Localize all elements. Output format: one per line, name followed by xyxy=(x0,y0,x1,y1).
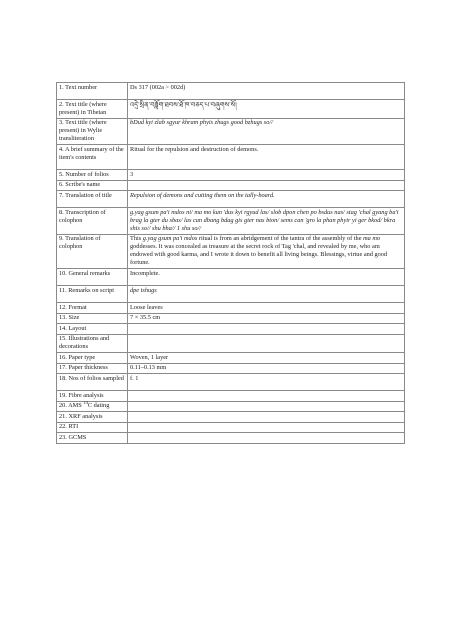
folio-count-value: 3 xyxy=(128,170,405,181)
table-row xyxy=(57,118,405,145)
field-label: 9. Translation of colophon xyxy=(57,234,128,269)
table-row xyxy=(57,191,405,208)
table-row xyxy=(57,433,405,444)
field-label: 5. Number of folios xyxy=(57,170,128,181)
field-label: 1. Text number xyxy=(57,83,128,100)
field-label: 15. Illustrations and decorations xyxy=(57,334,128,353)
field-label: 10. General remarks xyxy=(57,269,128,286)
ams-dating-value xyxy=(128,401,405,412)
field-label: 16. Paper type xyxy=(57,353,128,364)
paper-type-value: Woven, 1 layer xyxy=(128,353,405,364)
field-label: 4. A brief summary of the item's contents xyxy=(57,145,128,170)
field-label: 14. Layout xyxy=(57,324,128,335)
table-row xyxy=(57,145,405,170)
field-label: 18. Nos of folios sampled xyxy=(57,374,128,391)
table-row xyxy=(57,391,405,402)
table-row xyxy=(57,83,405,100)
table-row xyxy=(57,353,405,364)
field-label: 2. Text title (where present) in Tibetan xyxy=(57,100,128,119)
colophon-translation-text: goddesses. It was concealed as treasure at the secret rock of Tag 'chal, and revealed by me, who am endowed with good karma, and I wrote it down to benefit all living beings. Blessings, virtue and good fortune. xyxy=(130,243,388,266)
scribe-value xyxy=(128,180,405,191)
illustrations-value xyxy=(128,334,405,353)
field-label xyxy=(57,401,128,412)
script-remarks-value: dpe tshugs xyxy=(128,286,405,303)
catalogue-table xyxy=(56,82,405,444)
table-row xyxy=(57,334,405,353)
field-label: 3. Text title (where present) in Wylie transliteration xyxy=(57,118,128,145)
table-row xyxy=(57,363,405,374)
table-row xyxy=(57,422,405,433)
table-row xyxy=(57,100,405,119)
paper-thickness-value: 0.11–0.13 mm xyxy=(128,363,405,374)
field-label: 11. Remarks on script xyxy=(57,286,128,303)
table-row xyxy=(57,313,405,324)
xrf-analysis-value xyxy=(128,412,405,423)
ams-label-text: C dating xyxy=(87,402,110,409)
gcms-value xyxy=(128,433,405,444)
table-row xyxy=(57,303,405,314)
table-row xyxy=(57,180,405,191)
table-row xyxy=(57,234,405,269)
ams-label-text: 20. AMS xyxy=(59,402,84,409)
field-label: 22. RTI xyxy=(57,422,128,433)
field-label: 23. GCMS xyxy=(57,433,128,444)
table-row xyxy=(57,324,405,335)
colophon-translation-value xyxy=(128,234,405,269)
wylie-title-value: bDud kyi zlab sgyur khram phyis zhugs good bzhugs so// xyxy=(128,118,405,145)
table-row xyxy=(57,269,405,286)
table-row xyxy=(57,286,405,303)
table-row xyxy=(57,170,405,181)
field-label: 17. Paper thickness xyxy=(57,363,128,374)
table-row xyxy=(57,374,405,391)
folios-sampled-value: f. 1 xyxy=(128,374,405,391)
colophon-translation-goddess-name: ma mo xyxy=(363,235,381,242)
format-value: Loose leaves xyxy=(128,303,405,314)
fibre-analysis-value xyxy=(128,391,405,402)
text-number-value: Ds 317 (002a > 002d) xyxy=(128,83,405,100)
size-value: 7 × 35.5 cm xyxy=(128,313,405,324)
field-label: 6. Scribe's name xyxy=(57,180,128,191)
field-label: 13. Size xyxy=(57,313,128,324)
colophon-transcription-value: g.yag gsum pa'i mdos ni/ ma mo kun 'dus kyi rgyud las/ slob dpon chen po bsdus nas/ stag 'chal gyang ba'i brag la gter du sbas/ las can dbang bdag gis gter nas bton/ sems can 'gro la phan phyir yi ger bkod/ bkra shis so// shu bha// 1 shu so// xyxy=(128,208,405,235)
colophon-translation-ritual-name: g.yag gsum pa'i mdos xyxy=(142,235,198,242)
rti-value xyxy=(128,422,405,433)
table-row xyxy=(57,208,405,235)
general-remarks-value: Incomplete. xyxy=(128,269,405,286)
table-row xyxy=(57,401,405,412)
field-label: 12. Format xyxy=(57,303,128,314)
field-label: 8. Transcription of colophon xyxy=(57,208,128,235)
layout-value xyxy=(128,324,405,335)
tibetan-title-value: འདྲེ་སྲིན་བཟློག་ཐབས་ཐོ་ཁ་བཅད་པ་བཞུགས་སོ། xyxy=(128,100,405,119)
summary-value: Ritual for the repulsion and destruction of demons. xyxy=(128,145,405,170)
field-label: 21. XRF analysis xyxy=(57,412,128,423)
colophon-translation-text: This xyxy=(130,235,143,242)
field-label: 7. Translation of title xyxy=(57,191,128,208)
field-label: 19. Fibre analysis xyxy=(57,391,128,402)
table-row xyxy=(57,412,405,423)
colophon-translation-text: ritual is from an abridgement of the tantra of the assembly of the xyxy=(197,235,364,242)
title-translation-value: Repulsion of demons and cutting them on the tally-board. xyxy=(128,191,405,208)
carbon-14-superscript: 14 xyxy=(83,399,88,405)
